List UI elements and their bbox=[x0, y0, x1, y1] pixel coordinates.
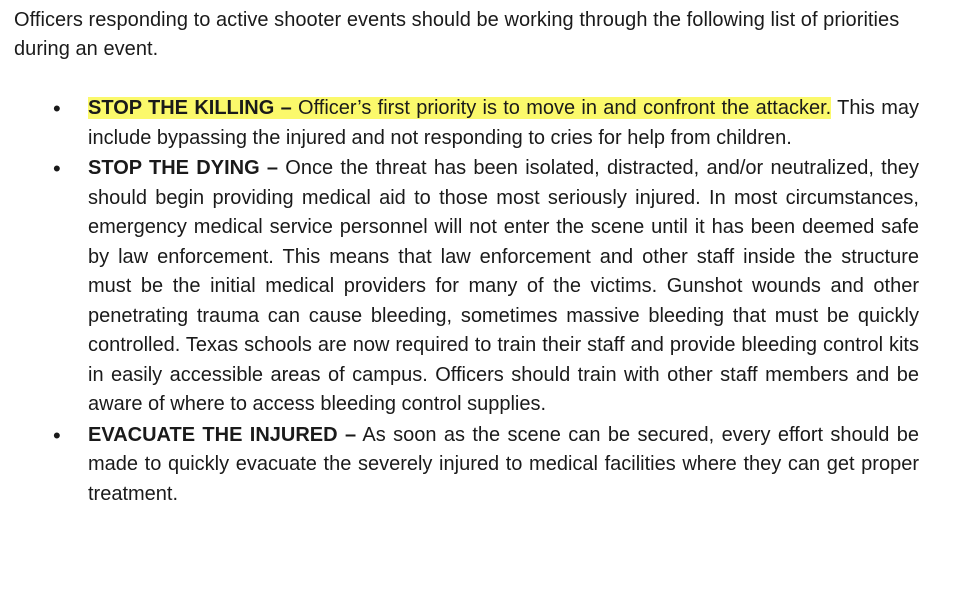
bullet-icon: • bbox=[53, 96, 61, 121]
list-item-highlight: Officer’s first priority is to move in and confront the attacker. bbox=[291, 97, 832, 119]
bullet-icon: • bbox=[53, 156, 61, 181]
list-item-text: Once the threat has been isolated, distracted, and/or neutralized, they should begin providing medical aid to those most seriously injured. In most circumstances, emergency medical service personnel will not enter the scene until it has been deemed safe by law enforcement. This means that law enforcement and other staff inside the structure must be the initial medical providers for many of the victims. Gunshot wounds and other penetrating trauma can cause bleeding, sometimes massive bleeding that must be quickly controlled. Texas schools are now required to train their staff and provide bleeding control kits in easily accessible areas of campus. Officers should train with other staff members and be aware of where to access bleeding control supplies. bbox=[88, 157, 919, 415]
priority-list bbox=[14, 94, 919, 509]
list-item-text: As soon as the scene can be secured, every effort should be made to quickly evacuate the severely injured to medical facilities where they can get proper treatment. bbox=[88, 423, 919, 505]
list-item-term: EVACUATE THE INJURED – bbox=[88, 423, 357, 446]
list-item-text: This may include bypassing the injured and not responding to cries for help from children. bbox=[88, 97, 919, 149]
list-item-evacuate-the-injured bbox=[14, 421, 919, 510]
document-body bbox=[14, 6, 919, 510]
list-item-stop-the-dying bbox=[14, 154, 919, 420]
list-item-term: STOP THE KILLING – bbox=[88, 97, 292, 119]
bullet-icon: • bbox=[53, 422, 61, 448]
list-item-term: STOP THE DYING – bbox=[88, 157, 279, 179]
list-item-stop-the-killing bbox=[14, 94, 919, 153]
highlighted-text bbox=[88, 97, 831, 119]
intro-paragraph: Officers responding to active shooter events should be working through the following list of priorities during an event. bbox=[14, 9, 900, 60]
